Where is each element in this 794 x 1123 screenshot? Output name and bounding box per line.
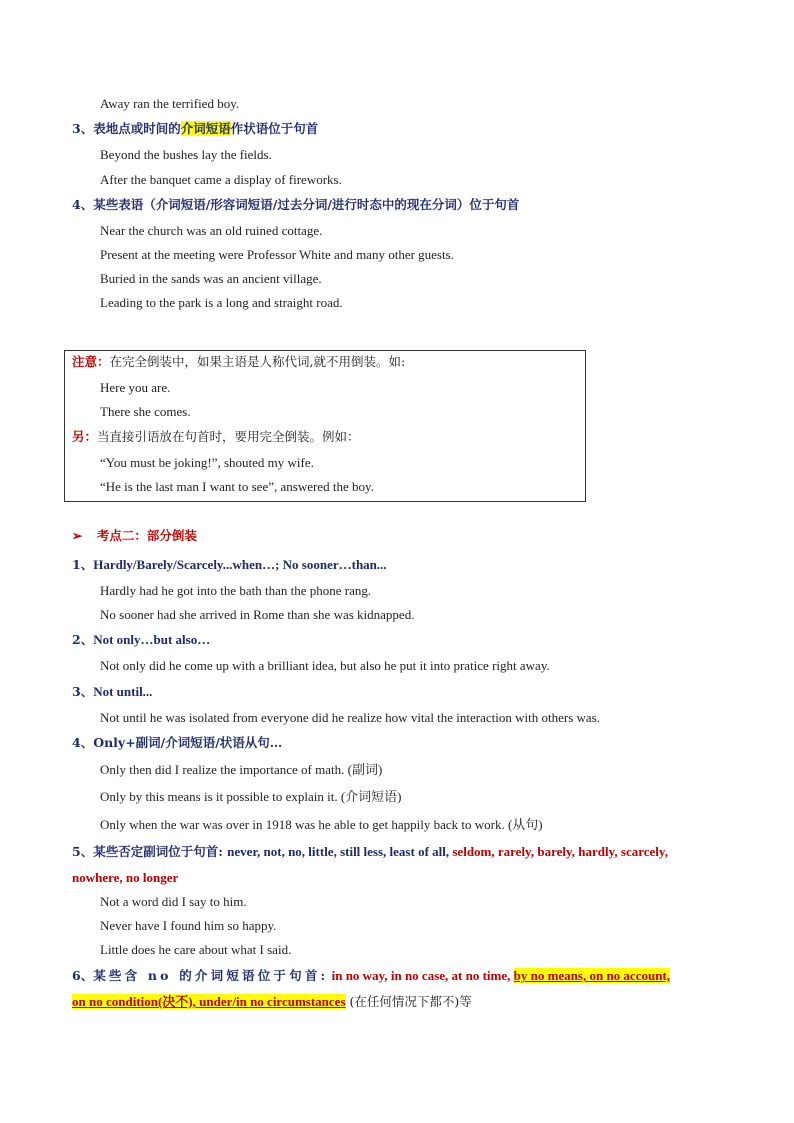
no-phrases-highlighted: on no condition(决不), under/in no circumstances (72, 994, 346, 1009)
heading-number: 2、 (72, 632, 94, 647)
rule-heading-4b (72, 735, 282, 751)
note-example: There she comes. (100, 404, 191, 419)
arrow-bullet-icon: ➢ (72, 528, 83, 543)
example-sentence: Only when the war was over in 1918 was he able to get happily back to work. (从句) (100, 817, 543, 832)
example-sentence: No sooner had she arrived in Rome than she was kidnapped. (100, 607, 415, 622)
note-text: 在完全倒装中，如果主语是人称代词,就不用倒装。如: (109, 354, 406, 369)
no-phrases-highlighted: by no means, on no account, (513, 968, 671, 983)
example-sentence: Near the church was an old ruined cottage. (100, 223, 323, 238)
heading-text: Hardly/Barely/Scarcely...when…; No sooner…than... (93, 557, 387, 572)
example-sentence: Present at the meeting were Professor White and many other guests. (100, 247, 454, 262)
rule-heading-3 (72, 121, 318, 137)
rule-heading-2 (72, 632, 210, 648)
highlighted-term: 介词短语 (180, 121, 231, 136)
heading-number: 3、 (72, 121, 94, 136)
heading-number: 6、 (72, 968, 94, 983)
note-label: 注意： (72, 354, 110, 369)
negative-adverbs-red: nowhere, no longer (72, 870, 179, 885)
heading-note: (在任何情况下都不)等 (345, 994, 472, 1009)
example-sentence: Hardly had he got into the bath than the phone rang. (100, 583, 372, 598)
heading-number: 5、 (72, 844, 94, 859)
example-sentence: Only then did I realize the importance of math. (副词) (100, 762, 383, 777)
rule-heading-6 (72, 968, 670, 984)
rule-heading-4 (72, 197, 519, 213)
heading-text: 作状语位于句首 (230, 121, 319, 136)
note-line-1 (72, 354, 405, 370)
note-example: Here you are. (100, 380, 171, 395)
no-phrases-red: in no way, in no case, at no time, (328, 968, 514, 983)
rule-heading-1 (72, 557, 387, 573)
section-title (72, 528, 197, 544)
example-sentence: Never have I found him so happy. (100, 918, 277, 933)
negative-adverbs-list: never, not, no, little, still less, least of all, (227, 844, 453, 859)
rule-heading-3b (72, 684, 152, 700)
note-label: 另： (72, 429, 98, 444)
example-sentence: Little does he care about what I said. (100, 942, 292, 957)
note-example: “He is the last man I want to see”, answered the boy. (100, 479, 374, 494)
rule-heading-5-cont (72, 870, 178, 886)
rule-heading-5 (72, 844, 668, 860)
heading-number: 3、 (72, 684, 94, 699)
example-sentence: Only by this means is it possible to explain it. (介词短语) (100, 789, 402, 804)
note-text: 当直接引语放在句首时，要用完全倒装。例如： (97, 429, 360, 444)
heading-text: 某些表语（介词短语/形容词短语/过去分词/进行时态中的现在分词）位于句首 (93, 197, 520, 212)
example-sentence: Not only did he come up with a brilliant idea, but also he put it into pratice right away. (100, 658, 550, 673)
heading-text: Not until... (93, 684, 153, 699)
section-title-text: 考点二：部分倒装 (96, 528, 197, 543)
heading-text: 表地点或时间的 (93, 121, 181, 136)
heading-number: 4、 (72, 735, 94, 750)
heading-text: Not only…but also… (93, 632, 211, 647)
example-sentence: Away ran the terrified boy. (100, 96, 240, 111)
rule-heading-6-cont (72, 994, 472, 1010)
heading-text: 某些含 no 的介词短语位于句首: (93, 968, 329, 983)
heading-number: 4、 (72, 197, 94, 212)
heading-number: 1、 (72, 557, 94, 572)
example-sentence: Not a word did I say to him. (100, 894, 247, 909)
note-example: “You must be joking!”, shouted my wife. (100, 455, 314, 470)
note-line-2 (72, 429, 360, 445)
heading-text: Only+副词/介词短语/状语从句… (93, 735, 283, 750)
negative-adverbs-red: seldom, rarely, barely, hardly, scarcely, (452, 844, 668, 859)
example-sentence: After the banquet came a display of fireworks. (100, 172, 342, 187)
example-sentence: Not until he was isolated from everyone did he realize how vital the interaction with others was. (100, 710, 600, 725)
heading-text: 某些否定副词位于句首: (93, 844, 228, 859)
example-sentence: Beyond the bushes lay the fields. (100, 147, 272, 162)
example-sentence: Buried in the sands was an ancient village. (100, 271, 322, 286)
example-sentence: Leading to the park is a long and straight road. (100, 295, 343, 310)
